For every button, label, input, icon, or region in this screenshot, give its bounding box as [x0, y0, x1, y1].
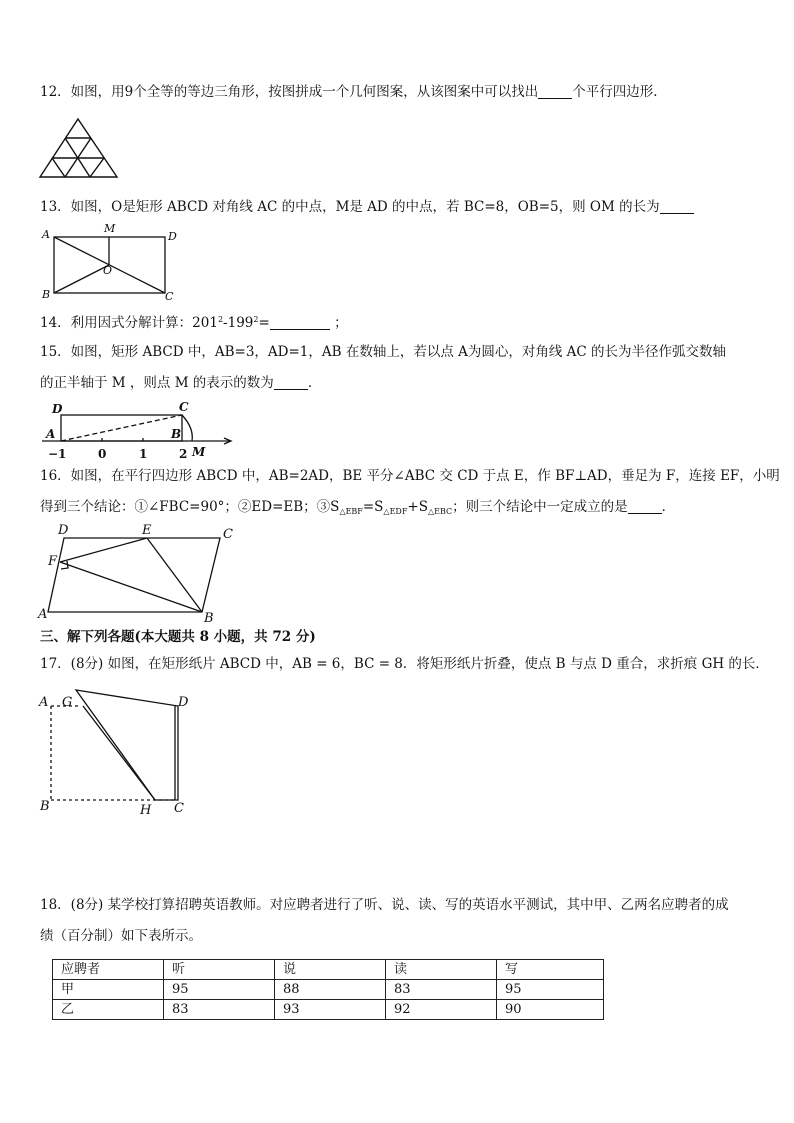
table-cell: 83	[386, 980, 497, 1000]
q18-score-table	[52, 959, 604, 1020]
q14-sup1: 2	[217, 315, 224, 324]
question-18-line1	[40, 896, 729, 914]
q16-label-c: C	[223, 527, 233, 542]
q13-rectangle-figure	[36, 220, 186, 304]
question-16-line1	[40, 467, 780, 485]
q17-text: 17．(8分) 如图，在矩形纸片 ABCD 中，AB = 6，BC = 8．将矩形纸片折叠，使点 B 与点 D 重合，求折痕 GH 的长．	[40, 656, 769, 672]
q13-label-a: A	[42, 228, 50, 241]
q16-sub3: △EBC	[427, 507, 453, 516]
table-row	[53, 1000, 604, 1020]
q17-label-h: H	[140, 803, 152, 818]
q14-eq: =	[258, 315, 270, 331]
q16-text: 16．如图，在平行四边形 ABCD 中，AB=2AD，BE 平分∠ABC 交 CD 于点 E，作 BF⊥AD，垂足为 F，连接 EF，小明	[40, 468, 780, 484]
question-14	[40, 311, 348, 332]
q17-label-g: G	[62, 695, 73, 710]
table-cell: 95	[497, 980, 604, 1000]
question-12	[40, 83, 667, 101]
table-header-row	[53, 960, 604, 980]
q15-label-c: C	[179, 400, 189, 414]
q16-label-a: A	[38, 607, 48, 622]
question-15-line2	[40, 374, 321, 392]
q13-label-d: D	[168, 230, 177, 243]
q12-triangle-figure	[38, 117, 120, 181]
q16-eq: =S	[362, 499, 384, 515]
q14-text: 14．利用因式分解计算：201	[40, 315, 218, 331]
table-cell: 93	[275, 1000, 386, 1020]
q16-label-b: B	[204, 611, 214, 626]
q13-label-b: B	[42, 288, 51, 301]
q18-text-2: 绩（百分制）如下表所示。	[40, 928, 202, 944]
q15-number-line-figure	[38, 398, 238, 462]
q13-label-o: O	[103, 264, 113, 277]
q16-sub2: △EDF	[383, 507, 408, 516]
q15-text-2: 的正半轴于 M ，则点 M 的表示的数为	[40, 375, 274, 391]
q15-text: 15．如图，矩形 ABCD 中，AB=3，AD=1，AB 在数轴上，若以点 A为圆心，对角线 AC 的长为半径作弧交数轴	[40, 344, 727, 360]
question-13	[40, 198, 694, 216]
table-cell: 乙	[53, 1000, 164, 1020]
q18-text: 18．(8分) 某学校打算招聘英语教师。对应聘者进行了听、说、读、写的英语水平测试，其中甲、乙两名应聘者的成	[40, 897, 729, 913]
q14-text-end: ；	[334, 315, 348, 331]
q12-text-end: 个平行四边形．	[572, 84, 667, 100]
q13-text: 13．如图，O是矩形 ABCD 对角线 AC 的中点，M是 AD 的中点，若 BC=8，OB=5，则 OM 的长为	[40, 199, 660, 215]
q16-answer-blank[interactable]	[628, 499, 662, 514]
q15-tick-2: 2	[179, 447, 188, 461]
question-17	[40, 655, 769, 673]
table-row	[53, 980, 604, 1000]
q15-tick-0: 0	[98, 447, 107, 461]
q13-label-c: C	[165, 290, 174, 303]
q16-parallelogram-figure	[34, 520, 244, 626]
section-3-title: 三、解下列各题(本大题共 8 小题，共 72 分)	[40, 629, 316, 645]
table-header: 听	[164, 960, 275, 980]
q17-label-d: D	[178, 695, 189, 710]
q16-text-end: ．	[661, 499, 676, 515]
q17-fold-figure	[36, 684, 198, 820]
q16-text-3: ；则三个结论中一定成立的是	[452, 499, 628, 515]
q16-plus: +S	[407, 499, 428, 515]
question-16-line2	[40, 498, 675, 521]
q16-sub1: △EBF	[339, 507, 363, 516]
table-cell: 95	[164, 980, 275, 1000]
table-header: 说	[275, 960, 386, 980]
q17-label-a: A	[39, 695, 49, 710]
table-header: 写	[497, 960, 604, 980]
table-header: 应聘者	[53, 960, 164, 980]
q15-answer-blank[interactable]	[274, 375, 308, 390]
q13-label-m: M	[104, 222, 116, 235]
q15-tick-neg1: −1	[48, 447, 67, 461]
q15-tick-1: 1	[139, 447, 148, 461]
table-cell: 90	[497, 1000, 604, 1020]
q15-label-m: M	[192, 445, 206, 459]
q15-label-b: B	[171, 427, 182, 441]
q14-answer-blank[interactable]	[270, 315, 330, 330]
table-header: 读	[386, 960, 497, 980]
q12-text: 12．如图，用9个全等的等边三角形，按图拼成一个几何图案，从该图案中可以找出	[40, 84, 539, 100]
q16-text-2: 得到三个结论：①∠FBC=90°；②ED=EB；③S	[40, 499, 340, 515]
table-cell: 88	[275, 980, 386, 1000]
q14-text-mid: -199	[223, 315, 254, 331]
q17-label-c: C	[174, 801, 184, 816]
table-cell: 甲	[53, 980, 164, 1000]
table-cell: 83	[164, 1000, 275, 1020]
question-18-line2	[40, 927, 202, 945]
q16-label-e: E	[142, 523, 152, 538]
q16-label-d: D	[58, 523, 69, 538]
table-cell: 92	[386, 1000, 497, 1020]
q15-label-a: A	[46, 427, 56, 441]
q16-label-f: F	[48, 554, 58, 569]
section-3-heading	[40, 628, 316, 646]
q15-text-end: ．	[307, 375, 322, 391]
q12-answer-blank[interactable]	[538, 84, 572, 99]
q14-sup2: 2	[253, 315, 259, 324]
question-15-line1	[40, 343, 726, 361]
q15-label-d: D	[52, 402, 63, 416]
q13-answer-blank[interactable]	[660, 199, 694, 214]
q17-label-b: B	[40, 799, 50, 814]
